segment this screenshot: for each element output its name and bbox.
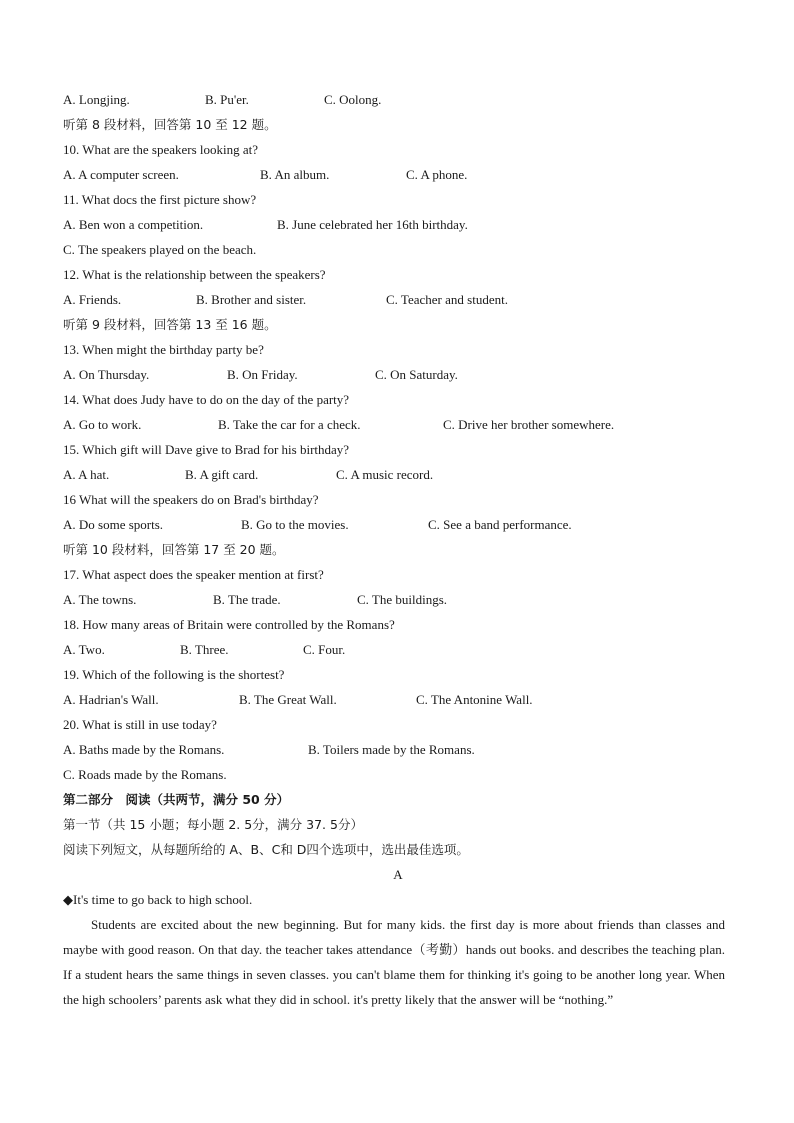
option-b: B. The Great Wall.: [239, 692, 337, 707]
option-b: B. June celebrated her 16th birthday.: [277, 217, 468, 232]
option-a: A. Hadrian's Wall.: [63, 692, 159, 707]
option-b: B. Three.: [180, 642, 229, 657]
question-options: [63, 412, 733, 437]
question-text: 12. What is the relationship between the speakers?: [63, 267, 326, 282]
option-b: B. Toilers made by the Romans.: [308, 742, 475, 757]
passage-paragraph: Students are excited about the new beginning. But for many kids. the first day is more about friends than classes and maybe with good reason. On that day. the teacher takes attendance（考勤）hands out books. and describes the teaching plan. If a student hears the same things in seven classes. you can't blame them for thinking it's going to be another long year. When the high schoolers’ parents ask what they did in school. it's pretty likely that the answer will be “nothing.”: [63, 917, 725, 1007]
question-options: [63, 687, 733, 712]
question-options: [63, 212, 733, 237]
option-a: A. Two.: [63, 642, 105, 657]
section-instruction: 听第 10 段材料，回答第 17 至 20 题。: [63, 542, 285, 557]
exam-page: [63, 87, 733, 1012]
option-a: A. Ben won a competition.: [63, 217, 204, 232]
question-options: [63, 512, 733, 537]
option-c: C. Oolong.: [324, 92, 382, 107]
option-c: C. A phone.: [406, 167, 468, 182]
option-a: A. A computer screen.: [63, 167, 179, 182]
section-instruction: 阅读下列短文，从每题所给的 A、B、C和 D四个选项中，选出最佳选项。: [63, 842, 469, 857]
option-b: B. Take the car for a check.: [218, 417, 361, 432]
question-options: [63, 637, 733, 662]
section-instruction: 听第 8 段材料，回答第 10 至 12 题。: [63, 117, 277, 132]
option-c: C. A music record.: [336, 467, 434, 482]
question-options: [63, 162, 733, 187]
section-instruction: 听第 9 段材料，回答第 13 至 16 题。: [63, 317, 277, 332]
option-a: A. Friends.: [63, 292, 122, 307]
option-a: A. On Thursday.: [63, 367, 150, 382]
question-text: 15. Which gift will Dave give to Brad for his birthday?: [63, 442, 350, 457]
question-text: 20. What is still in use today?: [63, 717, 217, 732]
question-text: 19. Which of the following is the shortest?: [63, 667, 285, 682]
option-a: A. The towns.: [63, 592, 137, 607]
question-text: 16 What will the speakers do on Brad's birthday?: [63, 492, 319, 507]
option-c: C. Four.: [303, 642, 346, 657]
option-c: C. Drive her brother somewhere.: [443, 417, 615, 432]
q9-options: [63, 87, 733, 112]
option-c: C. Roads made by the Romans.: [63, 767, 227, 782]
option-b: B. An album.: [260, 167, 330, 182]
question-options: [63, 737, 733, 762]
question-text: 18. How many areas of Britain were controlled by the Romans?: [63, 617, 395, 632]
option-a: A. Baths made by the Romans.: [63, 742, 225, 757]
option-b: B. Pu'er.: [205, 92, 249, 107]
option-b: B. Brother and sister.: [196, 292, 307, 307]
option-b: B. On Friday.: [227, 367, 298, 382]
option-c: C. The speakers played on the beach.: [63, 242, 257, 257]
option-c: C. See a band performance.: [428, 517, 572, 532]
option-b: B. A gift card.: [185, 467, 259, 482]
option-c: C. On Saturday.: [375, 367, 458, 382]
question-text: 17. What aspect does the speaker mention at first?: [63, 567, 324, 582]
question-text: 11. What docs the first picture show?: [63, 192, 257, 207]
option-b: B. Go to the movies.: [241, 517, 349, 532]
section-heading: 第一节（共 15 小题；每小题 2. 5分，满分 37. 5分）: [63, 817, 363, 832]
question-options: [63, 462, 733, 487]
option-a: A. Longjing.: [63, 92, 130, 107]
option-b: B. The trade.: [213, 592, 281, 607]
option-a: A. Go to work.: [63, 417, 142, 432]
part-heading: 第二部分 阅读（共两节，满分 50 分）: [63, 792, 290, 807]
passage-label: A: [393, 867, 403, 882]
question-options: [63, 587, 733, 612]
option-c: C. Teacher and student.: [386, 292, 508, 307]
option-a: A. A hat.: [63, 467, 110, 482]
question-text: 10. What are the speakers looking at?: [63, 142, 259, 157]
question-text: 14. What does Judy have to do on the day of the party?: [63, 392, 350, 407]
passage-title: ◆It's time to go back to high school.: [63, 892, 253, 907]
question-options: [63, 362, 733, 387]
question-text: 13. When might the birthday party be?: [63, 342, 264, 357]
question-options: [63, 287, 733, 312]
option-c: C. The buildings.: [357, 592, 448, 607]
option-c: C. The Antonine Wall.: [416, 692, 533, 707]
option-a: A. Do some sports.: [63, 517, 164, 532]
